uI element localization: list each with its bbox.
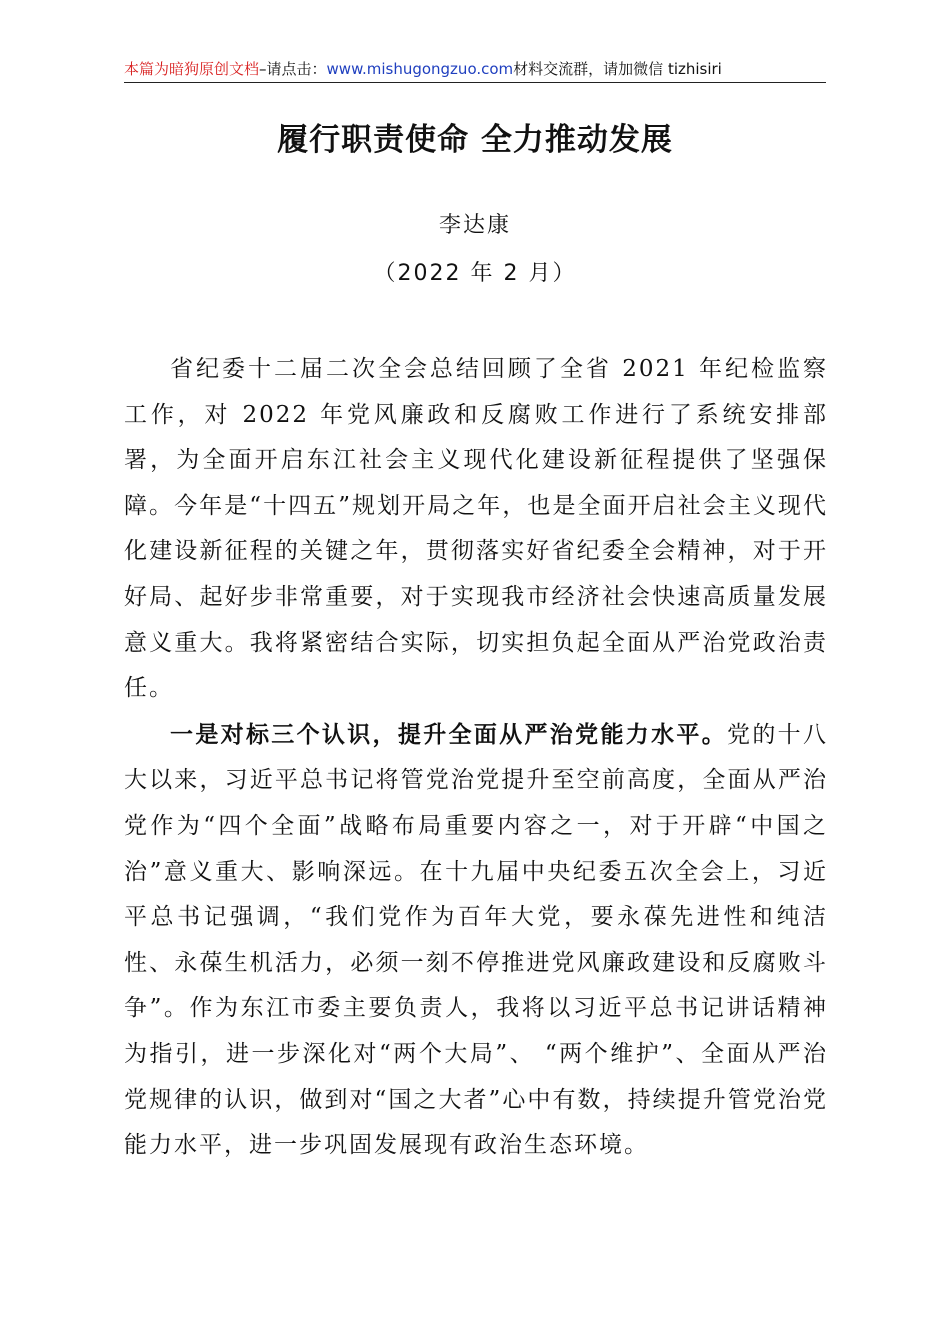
document-date: （2022 年 2 月） [373, 261, 577, 286]
source-notice-contact: 材料交流群，请加微信 tizhisiri [513, 60, 722, 78]
paragraph-1 [124, 347, 828, 712]
source-notice [124, 59, 826, 79]
document-author: 李达康 [438, 213, 511, 238]
document-body [124, 347, 828, 1169]
document-title: 履行职责使命 全力推动发展 [277, 122, 673, 158]
header-divider [124, 82, 826, 83]
paragraph-2-text: 党的十八大以来，习近平总书记将管党治党提升至空前高度，全面从严治党作为“四个全面”战略布局重要内容之一，对于开辟“中国之治”意义重大、影响深远。在十九届中央纪委五次全会上，习近平总书记强调，“我们党作为百年大党，要永葆先进性和纯洁性、永葆生机活力，必须一刻不停推进党风廉政建设和反腐败斗争”。作为东江市委主要负责人，我将以习近平总书记讲话精神为指引，进一步深化对“两个大局”、 “两个维护”、全面从严治党规律的认识，做到对“国之大者”心中有数，持续提升管党治党能力水平，进一步巩固发展现有政治生态环境。 [124, 721, 829, 1159]
source-notice-prompt: –请点击： [259, 60, 327, 78]
paragraph-1-text: 省纪委十二届二次全会总结回顾了全省 2021 年纪检监察工作，对 2022 年党风廉政和反腐败工作进行了系统安排部署，为全面开启东江社会主义现代化建设新征程提供了坚强保障。今年是“十四五”规划开局之年，也是全面开启社会主义现代化建设新征程的关键之年，贯彻落实好省纪委全会精神，对于开好局、起好步非常重要，对于实现我市经济社会快速高质量发展意义重大。我将紧密结合实际，切实担负起全面从严治党政治责任。 [124, 356, 828, 702]
paragraph-2 [124, 712, 828, 1169]
source-notice-link[interactable]: www.mishugongzuo.com [326, 60, 514, 78]
source-notice-label: 本篇为暗狗原创文档 [124, 60, 260, 78]
paragraph-2-lead: 一是对标三个认识，提升全面从严治党能力水平。 [170, 720, 728, 748]
